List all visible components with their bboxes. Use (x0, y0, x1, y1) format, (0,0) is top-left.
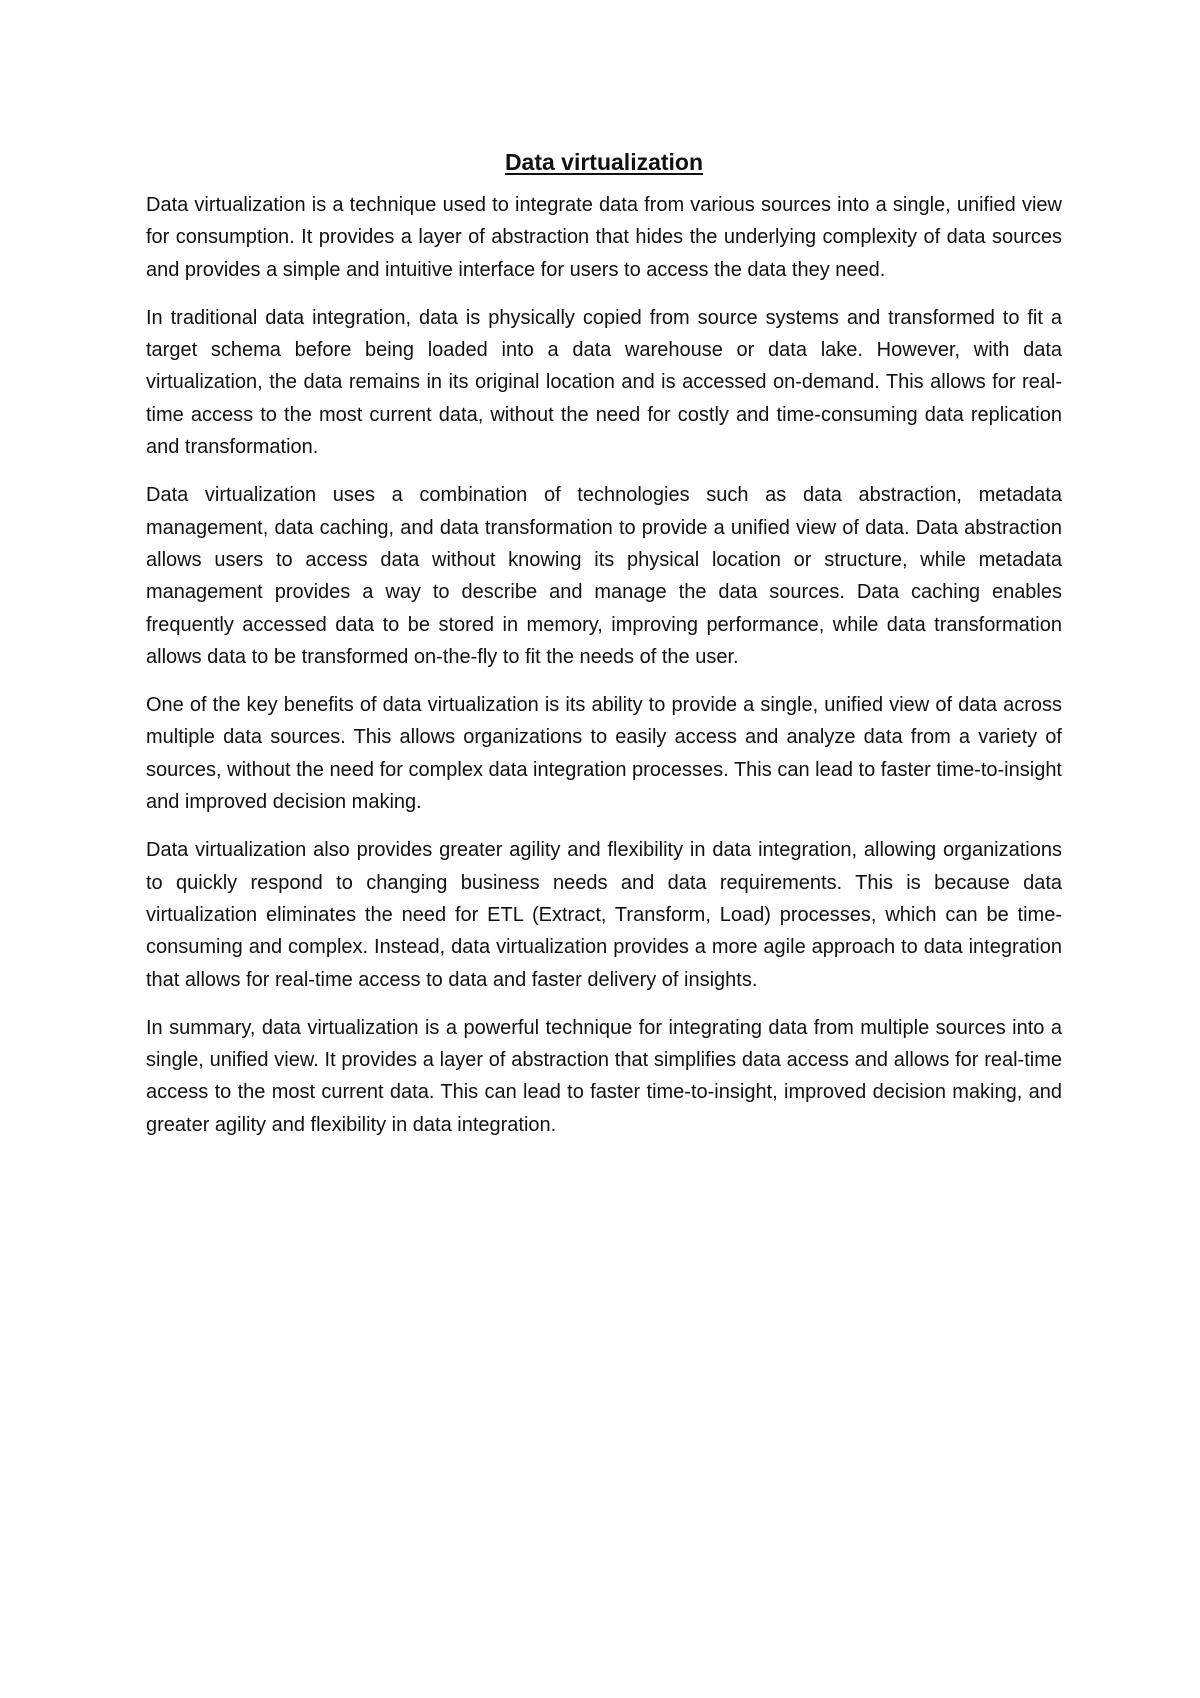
paragraph-key-benefits: One of the key benefits of data virtualization is its ability to provide a single, unified view of data across multiple data sources. This allows organizations to easily access and analyze data from a variety of sources, without the need for complex data integration processes. This can lead to faster time-to-insight and improved decision making. (146, 694, 1062, 814)
paragraph-agility: Data virtualization also provides greater agility and flexibility in data integration, allowing organizations to quickly respond to changing business needs and data requirements. This is because data virtualization eliminates the need for ETL (Extract, Transform, Load) processes, which can be time-consuming and complex. Instead, data virtualization provides a more agile approach to data integration that allows for real-time access to data and faster delivery of insights. (146, 839, 1062, 991)
paragraph-intro: Data virtualization is a technique used to integrate data from various sources into a single, unified view for consumption. It provides a layer of abstraction that hides the underlying complexity of data sources and provides a simple and intuitive interface for users to access the data they need. (146, 194, 1062, 281)
document-body (146, 148, 1062, 1157)
paragraph-traditional-integration: In traditional data integration, data is physically copied from source systems and transformed to fit a target schema before being loaded into a data warehouse or data lake. However, with data virtualization, the data remains in its original location and is accessed on-demand. This allows for real-time access to the most current data, without the need for costly and time-consuming data replication and transformation. (146, 306, 1062, 459)
paragraph-technologies: Data virtualization uses a combination of technologies such as data abstraction, metadata management, data caching, and data transformation to provide a unified view of data. Data abstraction allows users to access data without knowing its physical location or structure, while metadata management provides a way to describe and manage the data sources. Data caching enables frequently accessed data to be stored in memory, improving performance, while data transformation allows data to be transformed on-the-fly to fit the needs of the user. (146, 484, 1062, 668)
document-title: Data virtualization (504, 149, 704, 175)
paragraph-summary: In summary, data virtualization is a powerful technique for integrating data from multiple sources into a single, unified view. It provides a layer of abstraction that simplifies data access and allows for real-time access to the most current data. This can lead to faster time-to-insight, improved decision making, and greater agility and flexibility in data integration. (146, 1016, 1062, 1136)
